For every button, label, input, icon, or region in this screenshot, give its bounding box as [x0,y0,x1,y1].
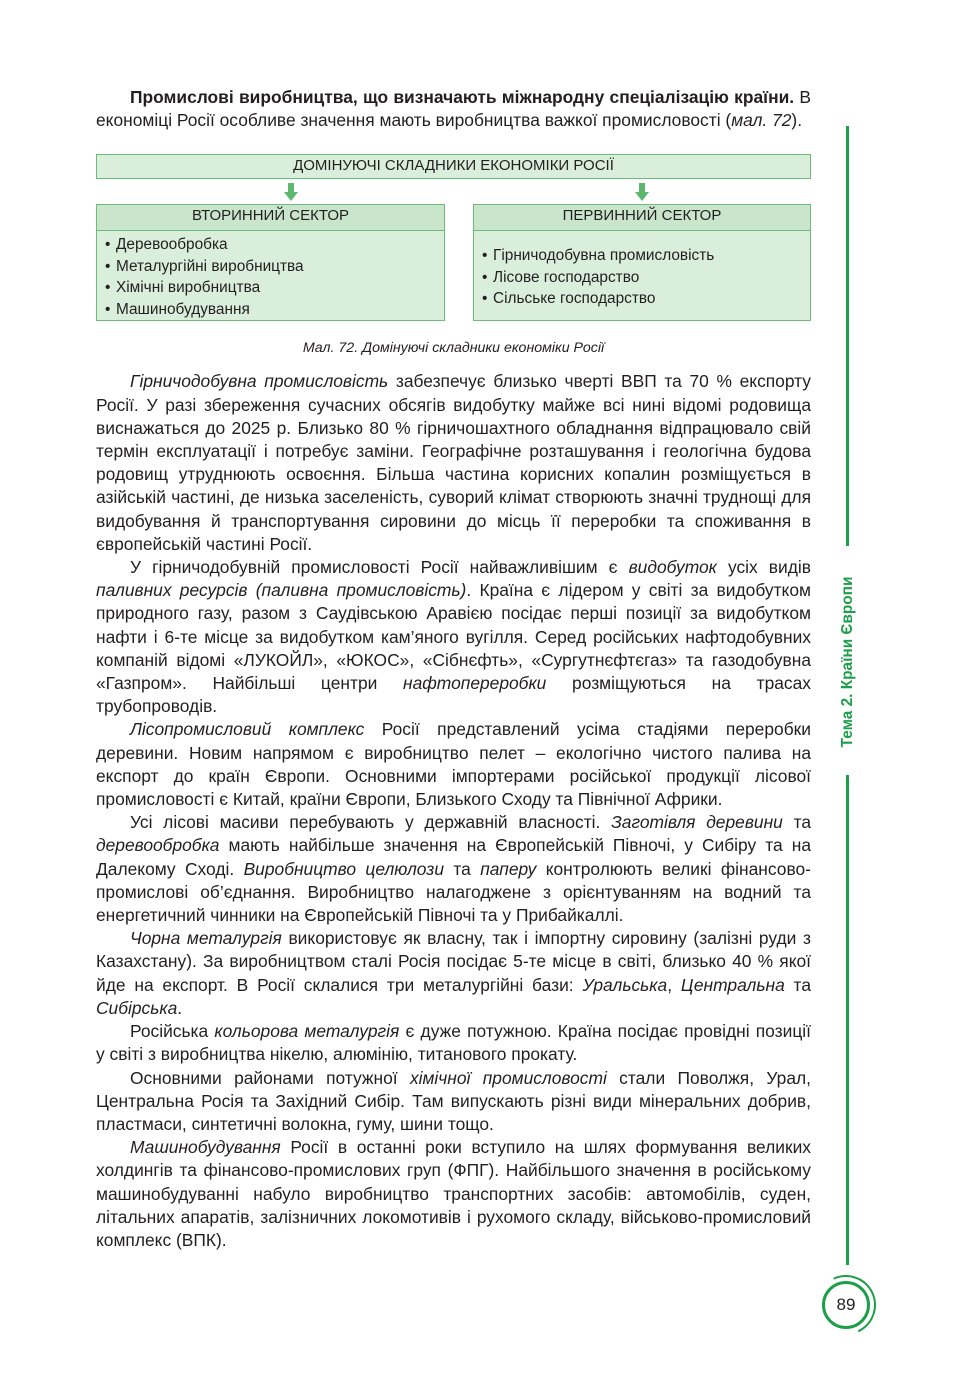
paragraph-forestry: Лісопромисловий комплекс Росії представлений усіма стадіями переробки деревини. Новим напрямом є виробництво пелет – екологічно чистого палива на експорт до країн Європи. Основними імпортерами російської продукції лісової промисловості є Китай, країни Європи, Близького Сходу та Північної Африки. [96,719,811,810]
intro-paragraph: Промислові виробництва, що визначають міжнародну спеціалізацію країни. В економіці Росії особливе значення мають виробництва важкої промисловості (мал. 72). [96,87,811,131]
paragraph-nonferrous: Російська кольорова металургія є дуже потужною. Країна посідає провідні позиції у світі з виробництва нікелю, алюмінію, титанового прокату. [96,1021,812,1065]
figure-caption: Мал. 72. Домінуючі складники економіки Росії [302,340,605,357]
primary-sector-title: ПЕРВИННИЙ СЕКТОР [474,205,810,231]
secondary-sector-title: ВТОРИННИЙ СЕКТОР [97,205,444,231]
list-item: • Лісове господарство [482,267,802,288]
paragraph-forests: Усі лісові масиви перебувають у державній власності. Заготівля деревини та деревообробка мають найбільше значення на Європейській Півночі, у Сибіру та на Далекому Сході. Виробництво целюлози та паперу контролюють великі фінансово-промислові об’єднання. Виробництво налагоджене з орієнтуванням на водний та енергетичний чинники на Європейській Півночі та у Прибайкаллі. [96,812,812,926]
secondary-sector-list [97,231,444,320]
sidebar-rule [846,775,849,1265]
secondary-sector-box [96,204,445,321]
list-item: • Машинобудування [105,299,436,320]
figure-reference: мал. 72 [731,110,792,131]
list-item: • Хімічні виробництва [105,277,436,298]
primary-sector-box [473,204,811,321]
intro-heading: Промислові виробництва, що визначають міжнародну спеціалізацію країни. [130,87,795,107]
sidebar-rule [846,126,849,546]
economy-diagram [96,154,811,324]
list-item: • Деревообробка [105,234,436,255]
page-content [96,86,811,1252]
diagram-title: ДОМІНУЮЧІ СКЛАДНИКИ ЕКОНОМІКИ РОСІЇ [293,157,614,175]
list-item: • Сільське господарство [482,288,802,309]
paragraph-fuel: У гірничодобувній промисловості Росії найважливішим є видобуток усіх видів паливних ресурсів (паливна промисловість). Країна є лідером у світі за видобутком природного газу, разом з Саудівською Аравією посідає перші позиції за видобутком нафти і 6-те місце за видобутком кам’яного вугілля. Серед російських нафтодобувних компаній відомі «ЛУКОЙЛ», «ЮКОС», «Сібнєфть», «Сургутнєфтєгаз» та газодобувна «Газпром». Найбільші центри нафтопереробки розміщуються на трасах трубопроводів. [96,557,811,717]
chapter-label: Тема 2. Країни Європи [839,576,856,748]
arrow-down-icon [284,183,298,201]
diagram-title-box [96,154,811,179]
paragraph-mining: Гірничодобувна промисловість забезпечує близько чверті ВВП та 70 % експорту Росії. У разі збереження сучасних обсягів видобутку майже всі нині відомі родовища виснажаться до 2025 р. Близько 80 % гірничошахтного обладнання відпрацювало свій термін експлуатації і потребує заміни. Географічне розташування і геологічна будова родовищ утруднюють освоєння. Більша частина корисних копалин розміщується в азійській частині, де низька заселеність, суворий клімат створюють значні труднощі для видобування й транспортування сировини до місць її переробки та споживання в європейській частині Росії. [96,371,811,554]
list-item: • Металургійні виробництва [105,256,436,277]
paragraph-chemical: Основними районами потужної хімічної промисловості стали Поволжя, Урал, Центральна Росія та Західний Сибір. Там випускають різні види мінеральних добрив, пластмаси, синтетичні волокна, гуму, шини тощо. [96,1067,811,1134]
paragraph-ferrous: Чорна металургія використовує як власну, так і імпортну сировину (залізні руди з Казахстану). За виробництвом сталі Росія посідає 5-те місце в світі, близько 40 % якої йде на експорт. В Росії склалися три металургійні бази: Уральська, Центральна та Сибірська. [96,928,812,1018]
arrow-down-icon [635,183,649,201]
paragraph-machinery: Машинобудування Росії в останні роки вступило на шлях формування великих холдингів та фінансово-промислових груп (ФПГ). Найбільшого значення в російському машинобудуванні набуло виробництво транспортних засобів: автомобілів, суден, літальних апаратів, залізничних локомотивів і рухомого складу, військово-промисловий комплекс (ВПК). [96,1137,811,1250]
primary-sector-list [474,231,810,309]
page-number: 89 [822,1281,870,1329]
list-item: • Гірничодобувна промисловість [482,245,802,266]
